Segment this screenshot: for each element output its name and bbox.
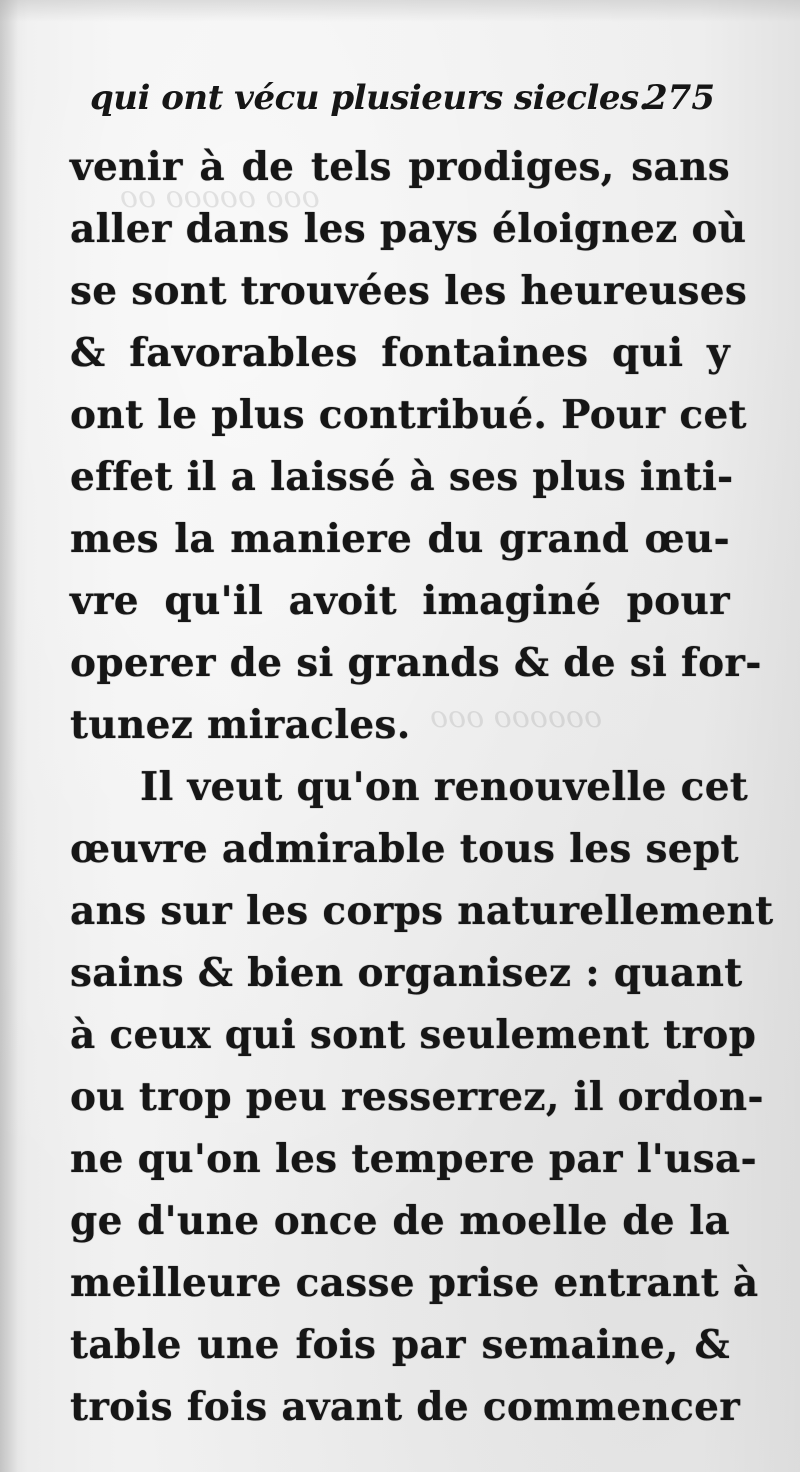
- text-line: operer de si grands & de si for-: [70, 640, 762, 686]
- text-line: effet il a laissé à ses plus inti-: [70, 454, 734, 500]
- text-line: trois fois avant de commencer: [70, 1384, 741, 1430]
- scan-shadow-top: [0, 0, 800, 22]
- show-through-mark: oooooo ooo: [430, 700, 603, 735]
- body-text: [70, 136, 774, 1438]
- text-line: ou trop peu resserrez, il ordon-: [70, 1074, 764, 1120]
- scan-shadow-left: [0, 0, 18, 1472]
- text-line: se sont trouvées les heureuses: [70, 268, 748, 314]
- text-line: aller dans les pays éloignez où: [70, 206, 747, 252]
- text-line: œuvre admirable tous les sept: [70, 826, 739, 872]
- text-line: ont le plus contribué. Pour cet: [70, 392, 747, 438]
- text-line: vre qu'il avoit imaginé pour: [70, 578, 730, 624]
- text-line: ne qu'on les tempere par l'usa-: [70, 1136, 758, 1182]
- text-line: venir à de tels prodiges, sans: [70, 144, 730, 190]
- text-line: ans sur les corps naturellement: [70, 888, 774, 934]
- paragraph-start-line: Il veut qu'on renouvelle cet: [140, 764, 749, 810]
- text-line: mes la maniere du grand œu-: [70, 516, 730, 562]
- text-line: table une fois par semaine, &: [70, 1322, 730, 1368]
- text-line: meilleure casse prise entrant à: [70, 1260, 759, 1306]
- running-title: qui ont vécu plusieurs siecles.: [90, 78, 650, 118]
- show-through-mark: ooo ooooo oo: [120, 180, 320, 215]
- text-line: ge d'une once de moelle de la: [70, 1198, 730, 1244]
- text-line: à ceux qui sont seulement trop: [70, 1012, 757, 1058]
- page-number: 275: [644, 78, 715, 118]
- paragraph-end-line: tunez miracles.: [70, 702, 411, 748]
- running-header: [90, 72, 715, 128]
- text-line: sains & bien organisez : quant: [70, 950, 743, 996]
- text-line: & favorables fontaines qui y: [70, 330, 730, 376]
